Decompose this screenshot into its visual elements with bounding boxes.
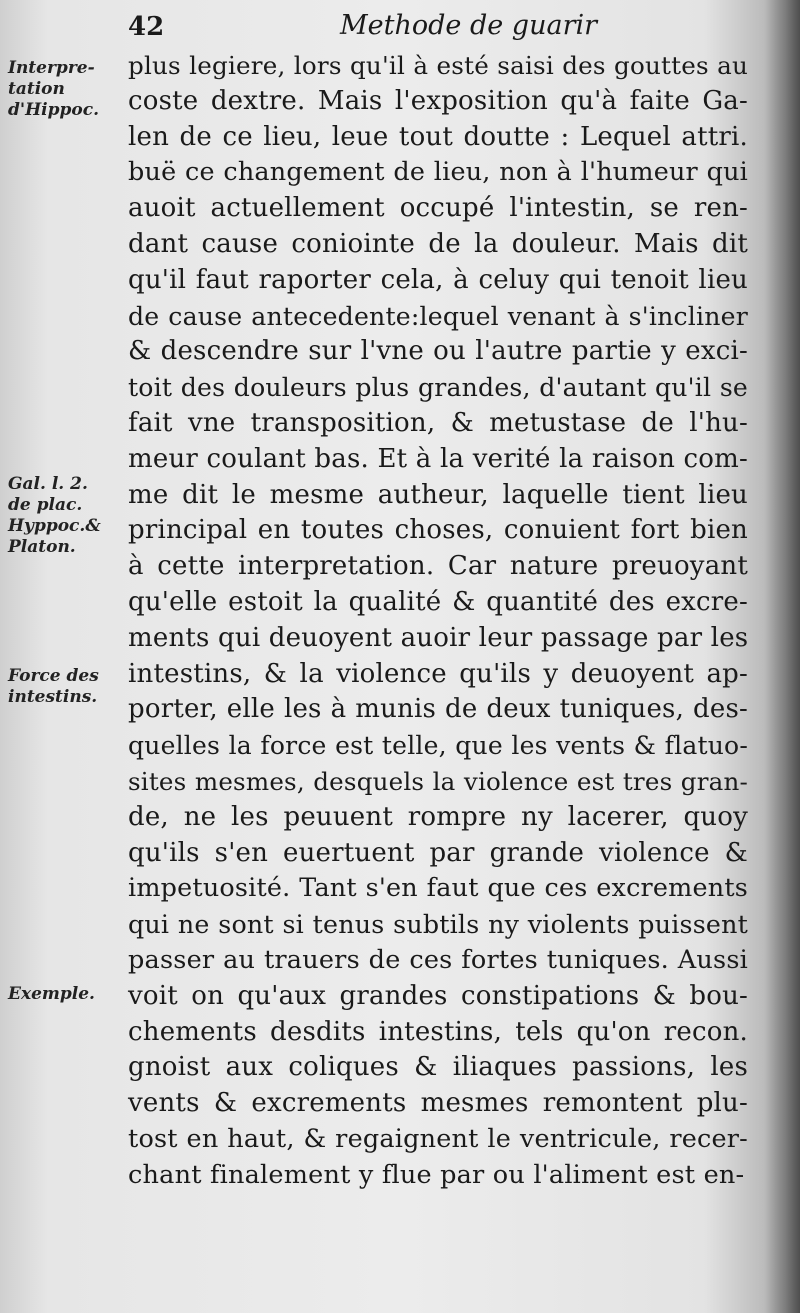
text-line: plus legiere, lors qu'il à esté saisi des gouttes au [128, 51, 748, 80]
text-line: chements desdits intestins, tels qu'on recon. [128, 1016, 748, 1047]
margin-note-exemple: Exemple. [8, 984, 95, 1004]
margin-note-galen: Gal. l. 2. de plac. Hyppoc.& Platon. [8, 474, 101, 557]
page-number: 42 [128, 12, 165, 42]
text-line: tost en haut, & regaignent le ventricule, recer- [128, 1123, 748, 1154]
text-line: qu'elle estoit la qualité & quantité des excre- [128, 586, 748, 617]
text-line: meur coulant bas. Et à la verité la raison com- [128, 443, 748, 474]
text-line: auoit actuellement occupé l'intestin, se ren- [128, 193, 748, 224]
text-line: qu'il faut raporter cela, à celuy qui tenoit lieu [128, 264, 748, 295]
text-line: intestins, & la violence qu'ils y deuoyent ap- [128, 658, 748, 689]
body-text [128, 48, 748, 1194]
text-line: voit on qu'aux grandes constipations & bou- [128, 980, 748, 1011]
text-line: à cette interpretation. Car nature preuoyant [128, 551, 748, 582]
text-line: dant cause coniointe de la douleur. Mais dit [128, 228, 748, 259]
margin-notes [0, 0, 130, 1313]
margin-note-force: Force des intestins. [8, 666, 99, 707]
text-line: toit des douleurs plus grandes, d'autant qu'il se [128, 373, 748, 403]
text-line: sites mesmes, desquels la violence est tres gran- [128, 766, 748, 796]
text-line: fait vne transposition, & metustase de l'hu- [128, 407, 748, 438]
text-line: impetuosité. Tant s'en faut que ces excrements [128, 873, 748, 904]
text-line: gnoist aux coliques & iliaques passions, les [128, 1052, 748, 1083]
text-line: & descendre sur l'vne ou l'autre partie y exci- [128, 336, 748, 367]
text-line: de cause antecedente:lequel venant à s'incliner [128, 301, 748, 331]
page-gutter-shadow [764, 0, 800, 1313]
text-line: coste dextre. Mais l'exposition qu'à faite Ga- [128, 85, 748, 116]
text-line: vents & excrements mesmes remontent plu- [128, 1088, 748, 1119]
text-line: qui ne sont si tenus subtils ny violents puissent [128, 909, 748, 940]
text-line: qu'ils s'en euertuent par grande violence & [128, 837, 748, 868]
text-line: quelles la force est telle, que les vents & flatuo- [128, 731, 748, 761]
text-line: len de ce lieu, leue tout doutte : Lequel attri. [128, 121, 748, 152]
text-line: de, ne les peuuent rompre ny lacerer, quoy [128, 801, 748, 832]
text-line: chant finalement y flue par ou l'aliment est en- [128, 1159, 745, 1190]
text-line: buë ce changement de lieu, non à l'humeur qui [128, 157, 748, 188]
text-line: me dit le mesme autheur, laquelle tient lieu [128, 479, 748, 510]
margin-note-interpretation: Interpre- tation d'Hippoc. [8, 58, 99, 120]
text-line: ments qui deuoyent auoir leur passage par les [128, 622, 749, 653]
text-line: porter, elle les à munis de deux tuniques, des- [128, 694, 748, 725]
text-line: principal en toutes choses, conuient fort bien [128, 515, 748, 546]
text-line: passer au trauers de ces fortes tuniques. Aussi [128, 944, 748, 975]
running-head: Methode de guarir [340, 10, 598, 41]
